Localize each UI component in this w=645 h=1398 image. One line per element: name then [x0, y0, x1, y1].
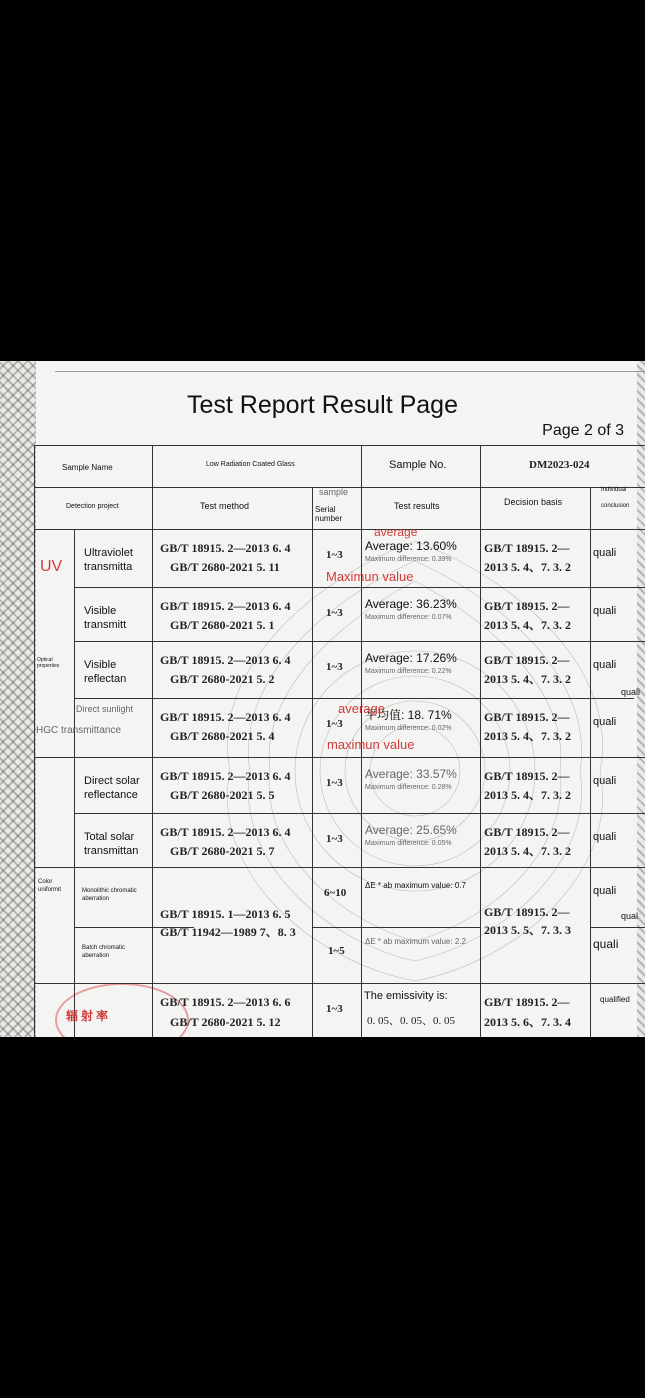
row-serial: 1~3	[326, 777, 343, 789]
row-average: Average: 36.23%	[365, 597, 457, 611]
report-page	[0, 361, 645, 1037]
results-table	[34, 445, 645, 1037]
row-average: 平均值: 18. 71%	[365, 708, 452, 722]
row-method-2: GB/T 2680-2021 5. 2	[170, 672, 275, 686]
group-hgc: HGC transmittance	[36, 725, 122, 736]
row-serial: 1~3	[326, 833, 343, 845]
row-method-2: GB/T 2680-2021 5. 1	[170, 618, 275, 632]
mono-conclusion: quali	[593, 885, 617, 897]
color-method-2: GB/T 11942—1989 7、8. 3	[160, 925, 296, 939]
emissivity-serial: 1~3	[326, 1003, 343, 1015]
annotation-average-1: average	[374, 525, 418, 539]
sample-no-value: DM2023-024	[529, 459, 590, 471]
row-max-difference: Maximum difference: 0.02%	[365, 725, 452, 732]
row-decision-2: 2013 5. 4、7. 3. 2	[484, 672, 572, 686]
emissivity-method-1: GB/T 18915. 2—2013 6. 6	[160, 995, 291, 1009]
color-decision-1: GB/T 18915. 2—	[484, 905, 570, 919]
col-decision: Decision basis	[504, 497, 563, 507]
row-decision-2: 2013 5. 4、7. 3. 2	[484, 560, 572, 574]
mono-result: ΔE * ab maximum value: 0.7	[365, 881, 466, 890]
sample-no-label: Sample No.	[389, 459, 447, 471]
row-conclusion: quali	[593, 547, 617, 559]
row-max-difference: Maximum difference: 0.07%	[365, 614, 452, 621]
emissivity-result-2: 0. 05、0. 05、0. 05	[367, 1015, 455, 1027]
color-method-1: GB/T 18915. 1—2013 6. 5	[160, 907, 291, 921]
row-decision-2: 2013 5. 4、7. 3. 2	[484, 844, 572, 858]
row-name: Visible reflectan	[84, 659, 127, 685]
sample-name-value: Low Radiation Coated Glass	[206, 461, 295, 468]
row-average: Average: 33.57%	[365, 767, 457, 781]
row-decision-2: 2013 5. 4、7. 3. 2	[484, 618, 572, 632]
row-conclusion: quali	[593, 605, 617, 617]
batch-conclusion: quali	[593, 937, 619, 951]
annotation-maximum-2: maximun value	[327, 737, 415, 752]
row-conclusion: quali	[593, 716, 617, 728]
row-decision-1: GB/T 18915. 2—	[484, 599, 570, 613]
row-method-2: GB/T 2680-2021 5. 5	[170, 788, 275, 802]
row-conclusion: quali	[593, 831, 617, 843]
row-decision-1: GB/T 18915. 2—	[484, 769, 570, 783]
emissivity-result-1: The emissivity is:	[364, 990, 448, 1002]
row-average: Average: 13.60%	[365, 539, 457, 553]
row-method-1: GB/T 18915. 2—2013 6. 4	[160, 710, 291, 724]
row-method-1: GB/T 18915. 2—2013 6. 4	[160, 653, 291, 667]
side-qual-1: quali	[621, 687, 641, 697]
row-name: Direct solar reflectance	[84, 775, 140, 801]
batch-name: Batch chromatic aberration	[82, 945, 126, 959]
emissivity-decision-1: GB/T 18915. 2—	[484, 995, 570, 1009]
emissivity-conclusion: qualified	[600, 995, 630, 1004]
col-results: Test results	[394, 501, 440, 511]
row-decision-1: GB/T 18915. 2—	[484, 653, 570, 667]
row-conclusion: quali	[593, 659, 617, 671]
emissivity-name: 辐 射 率	[66, 1009, 109, 1023]
row-decision-2: 2013 5. 4、7. 3. 2	[484, 729, 572, 743]
sample-name-label: Sample Name	[62, 463, 113, 472]
col-detection: Detection project	[66, 503, 119, 510]
annotation-maximum-1: Maximun value	[326, 569, 414, 584]
row-max-difference: Maximum difference: 0.39%	[365, 556, 452, 563]
row-decision-2: 2013 5. 4、7. 3. 2	[484, 788, 572, 802]
row-max-difference: Maximum difference: 0.28%	[365, 784, 452, 791]
batch-serial: 1~5	[328, 945, 345, 957]
col-sample: sample	[319, 487, 349, 497]
row-method-1: GB/T 18915. 2—2013 6. 4	[160, 599, 291, 613]
row-max-difference: Maximum difference: 0.22%	[365, 668, 452, 675]
row-serial: 1~3	[326, 607, 343, 619]
batch-result: ΔE * ab maximum value: 2.2	[365, 937, 466, 946]
row-name: Ultraviolet transmitta	[84, 547, 133, 573]
col-method: Test method	[200, 501, 250, 511]
row-serial: 1~3	[326, 718, 343, 730]
row-max-difference: Maximum difference: 0.05%	[365, 840, 452, 847]
row-decision-1: GB/T 18915. 2—	[484, 825, 570, 839]
mono-serial: 6~10	[324, 887, 347, 899]
row-serial: 1~3	[326, 661, 343, 673]
col-serial: Serial number	[315, 505, 343, 523]
row-name: Visible transmitt	[84, 605, 127, 631]
row-method-1: GB/T 18915. 2—2013 6. 4	[160, 825, 291, 839]
side-qual-2: qual	[621, 911, 639, 921]
row-conclusion: quali	[593, 775, 617, 787]
emissivity-decision-2: 2013 5. 6、7. 3. 4	[484, 1015, 572, 1029]
row-decision-1: GB/T 18915. 2—	[484, 710, 570, 724]
group-color: Color uniformit	[38, 879, 62, 893]
row-method-2: GB/T 2680-2021 5. 7	[170, 844, 275, 858]
page-title: Test Report Result Page	[187, 391, 458, 419]
security-border-left	[0, 361, 36, 1037]
row-decision-1: GB/T 18915. 2—	[484, 541, 570, 555]
row-average: Average: 17.26%	[365, 651, 457, 665]
col-conclusion: Individual conclusion	[601, 487, 630, 509]
row-serial: 1~3	[326, 549, 343, 561]
page-number: Page 2 of 3	[542, 422, 624, 439]
row-method-2: GB/T 2680-2021 5. 4	[170, 729, 275, 743]
row-name: Direct sunlight	[76, 704, 134, 714]
row-method-2: GB/T 2680-2021 5. 11	[170, 560, 280, 574]
row-average: Average: 25.65%	[365, 823, 457, 837]
top-rule	[55, 371, 645, 372]
emissivity-method-2: GB/T 2680-2021 5. 12	[170, 1015, 281, 1029]
group-uv: UV	[40, 558, 63, 575]
group-optical: Optical properties	[37, 657, 60, 670]
color-decision-2: 2013 5. 5、7. 3. 3	[484, 923, 572, 937]
annotation-average-2: average	[338, 701, 385, 716]
row-method-1: GB/T 18915. 2—2013 6. 4	[160, 541, 291, 555]
row-method-1: GB/T 18915. 2—2013 6. 4	[160, 769, 291, 783]
mono-name: Monolithic chromatic aberration	[82, 888, 137, 902]
row-name: Total solar transmittan	[84, 831, 139, 857]
